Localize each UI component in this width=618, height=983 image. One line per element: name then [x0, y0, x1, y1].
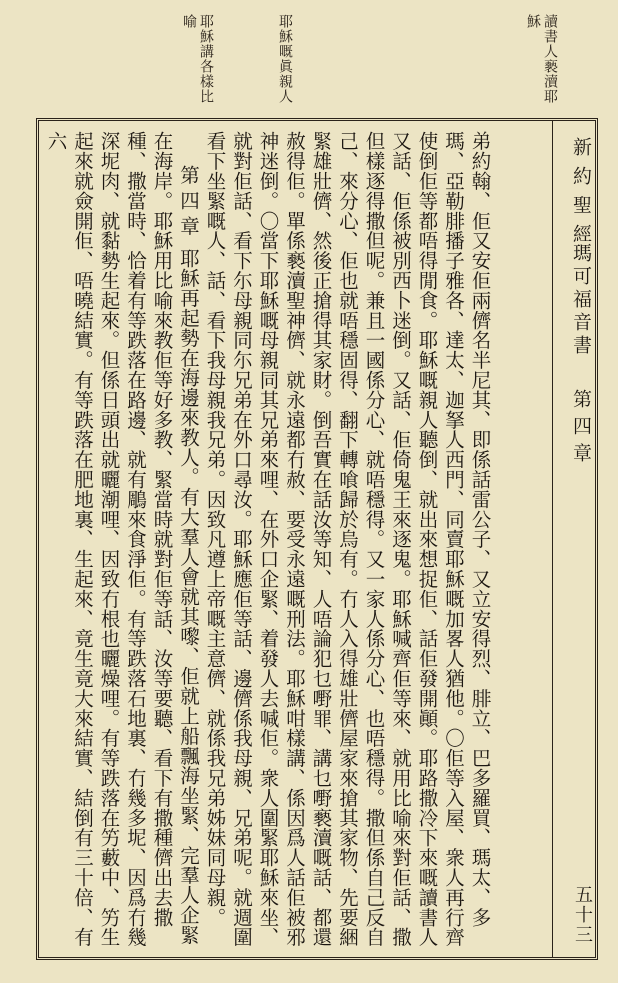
body-text [36, 121, 550, 957]
margin-note-blasphemy: 讀書人褻瀆耶穌 [525, 14, 558, 104]
margin-note-true-kin: 耶穌嘅眞親人 [277, 14, 293, 104]
paragraph-chapter-4-start: 耶穌再起勢在海邊來教人。有大羣人會就其嚟、佢就上船飄海坐緊、完羣人企緊在海岸。耶穌用比喻來教佢等好多教、緊當時就對佢等話、汝等要聽、看下有撒種儕出去撒種、撒當時、恰着有等跌落在路邊、就有鵰來食淨佢。有等跌落石地裏、冇幾多坭、因爲冇幾深坭肉、就黏勢生起來。但係日頭出就曬潮哩、因致冇根也曬燥哩。有等跌落在竻藪中、竻生起來就僉開佢、唔曉結實。有等跌落在肥地裏、生起來、竟生竟大來結實、結倒有三十倍、有六 [44, 131, 200, 947]
running-head [552, 121, 595, 957]
body-columns [42, 131, 493, 949]
chapter-title: 第四章 [177, 165, 200, 242]
margin-note-parables: 耶穌講各樣比喻 [181, 14, 214, 104]
chapter-label: 第四章 [570, 389, 592, 470]
margin-notes [0, 8, 618, 118]
text-frame [36, 118, 598, 960]
paragraph-chapter-3-end: 弟約翰、佢又安佢兩儕名半尼其、即係話雷公子、又立安得烈、腓立、巴多羅買、瑪太、多瑪、亞勒腓播子雅各、達太、迦拏人西門、同賣耶穌嘅加畧人猶他。〇佢等入屋、衆人再行齊使倒佢等都唔得閒食。耶穌嘅親人聽倒、就出來想捉佢、話佢發開顚。耶路撒冷下來嘅讀書人又話、佢係被別西卜迷倒。又話、佢倚鬼王來逐鬼。耶穌喊齊佢等來、就用比喻來對佢話、撒但樣逐得撒但呢。兼且一國係分心、就唔穩得。又一家人係分心、也唔穩得。撒但係自己反自己、來分心、佢也就唔穩固得、翻下轉喰歸於烏有。冇人入得雄壯儕屋家來搶其家物、先要綑緊雄壯儕、然後正搶得其家財。倒吾實在話汝等知、人唔論犯乜嘢罪、講乜嘢褻瀆嘅話、都還赦得佢。單係褻瀆聖神儕、就永遠都冇赦、要受永遠嘅刑法。耶穌咁樣講、係因爲人話佢被邪神迷倒。〇當下耶穌嘅母親同其兄弟來哩、在外口企緊、着發人去喊佢。衆人圍緊耶穌來坐、就對佢話、看下尓母親同尓兄弟在外口尋汝。耶穌應佢等話、邊儕係我母親、兄弟呢。就週圍看下坐緊嘅人、話、看下我母親我兄弟。因致凡遵上帝嘅主意儕、就係我兄弟姊妹同母親。 [203, 131, 492, 947]
book-title: 新約聖經 [570, 137, 592, 253]
gospel-title: 瑪可福音書 [570, 243, 592, 358]
page-number: 五十三 [572, 885, 593, 945]
